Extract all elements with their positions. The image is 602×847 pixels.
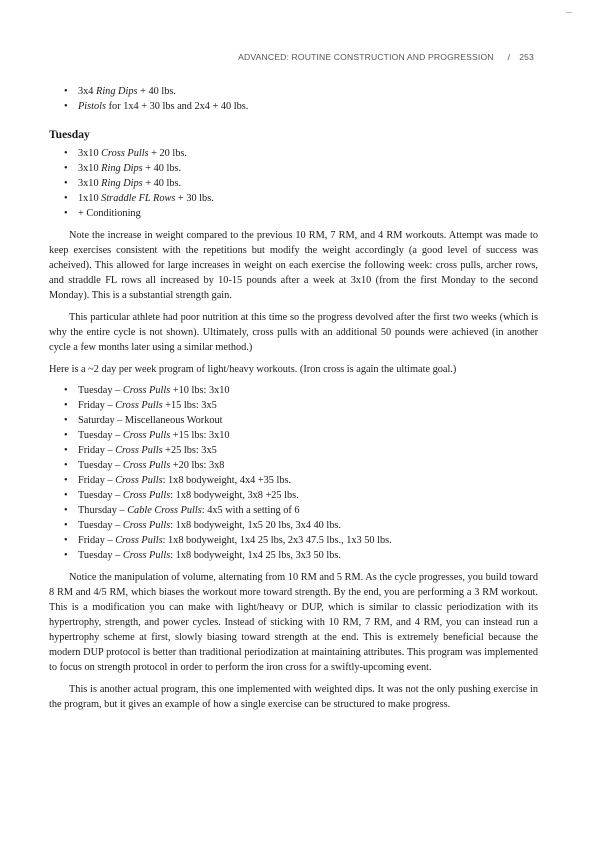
paragraph-volume-manipulation: Notice the manipulation of volume, alternating from 10 RM and 5 RM. As the cycle progresses, you build toward 8 RM and 4/5 RM, which biases the workout more toward strength. By the end, you are performing a 3 RM workout. This is a modification you can make with light/heavy or DUP, which is similar to classic periodization with its hypertrophy, strength, and power cycles. Instead of sticking with 10 RM, 7 RM, and 4 RM, you can instead run a hypertrophy scheme at first, slowly biasing toward strength at the end. This is extremely beneficial because the modern DUP protocol is better than traditional periodization at maintaining attributes. This program was implemented to focus on strength protocol in order to perform the iron cross for a swiftly-upcoming event. <box>49 572 538 673</box>
exercise-name: Cross Pulls <box>115 445 163 456</box>
list-item-text: for 1x4 + 30 lbs and 2x4 + 40 lbs. <box>106 101 249 112</box>
list-item-text: Saturday – Miscellaneous Workout <box>78 415 223 426</box>
exercise-name: Cross Pulls <box>115 535 163 546</box>
exercise-name: Straddle FL Rows <box>101 193 176 204</box>
list-item-text: + 30 lbs. <box>175 193 214 204</box>
list-item <box>49 206 538 221</box>
exercise-name: Ring Dips <box>101 178 143 189</box>
exercise-name: Cross Pulls <box>122 430 171 441</box>
corner-mark <box>566 12 572 13</box>
list-item-text: 3x10 <box>78 163 102 174</box>
list-item <box>49 176 538 191</box>
list-item-text: Friday – <box>78 445 116 456</box>
list-item-text: 3x4 <box>78 86 97 97</box>
exercise-list-tuesday <box>49 146 538 221</box>
list-item <box>49 548 538 563</box>
list-item-text: Friday – <box>78 400 116 411</box>
list-item <box>49 533 538 548</box>
exercise-name: Ring Dips <box>96 86 138 97</box>
list-item <box>49 488 538 503</box>
list-item-text: + 20 lbs. <box>148 148 187 159</box>
exercise-name: Cross Pulls <box>101 148 149 159</box>
list-item-text: : 1x8 bodyweight, 1x4 25 lbs, 3x3 50 lbs. <box>170 550 341 561</box>
list-item <box>49 191 538 206</box>
list-item-text: : 4x5 with a setting of 6 <box>201 505 300 516</box>
page-number: 253 <box>519 52 534 62</box>
exercise-name: Cable Cross Pulls <box>127 505 202 516</box>
list-item-text: Tuesday – <box>78 490 123 501</box>
list-item-text: Tuesday – <box>78 550 123 561</box>
list-item <box>49 443 538 458</box>
list-item <box>49 428 538 443</box>
list-item <box>49 398 538 413</box>
list-item-text: + 40 lbs. <box>142 163 182 174</box>
list-item-text: Tuesday – <box>78 430 123 441</box>
list-item <box>49 473 538 488</box>
list-item-text: Tuesday – <box>78 520 123 531</box>
exercise-name: Cross Pulls <box>122 460 171 471</box>
list-item <box>49 413 538 428</box>
list-item-text: 1x10 <box>78 193 102 204</box>
list-item-text: + Conditioning <box>78 208 141 219</box>
exercise-name: Ring Dips <box>101 163 143 174</box>
exercise-name: Cross Pulls <box>122 490 171 501</box>
paragraph-weight-increase: Note the increase in weight compared to the previous 10 RM, 7 RM, and 4 RM workouts. Attempt was made to keep exercises consistent with the repetitions but modify the weight accordingly (a good level of success was acheived). This allowed for large increases in weight on each exercise the following week: cross pulls, archer rows, and straddle FL rows all increased by 10-15 pounds after a week at 3x10 (from the first Monday to the second Monday). This is a substantial strength gain. <box>49 230 538 301</box>
paragraph-program-intro: Here is a ~2 day per week program of light/heavy workouts. (Iron cross is again the ultimate goal.) <box>49 364 457 375</box>
list-item-text: Tuesday – <box>78 385 123 396</box>
exercise-name: Cross Pulls <box>122 550 171 561</box>
page-body <box>49 84 538 712</box>
list-item-text: +20 lbs: 3x8 <box>170 460 225 471</box>
running-header-separator: / <box>507 52 511 62</box>
day-heading-tuesday: Tuesday <box>49 128 90 141</box>
program-schedule-list <box>49 383 538 563</box>
list-item-text: +25 lbs: 3x5 <box>162 445 217 456</box>
running-header-section: ADVANCED: ROUTINE CONSTRUCTION AND PROGRESSION <box>238 52 494 62</box>
paragraph-nutrition: This particular athlete had poor nutrition at this time so the progress devolved after the first two weeks (which is why the entire cycle is not shown). Ultimately, cross pulls with an additional 50 pounds were achieved (in another cycle a few months later using a similar method.) <box>49 312 538 353</box>
list-item-text: +15 lbs: 3x10 <box>170 430 230 441</box>
list-item-text: Friday – <box>78 535 116 546</box>
list-item <box>49 383 538 398</box>
list-item-text: : 1x8 bodyweight, 1x5 20 lbs, 3x4 40 lbs. <box>170 520 341 531</box>
list-item <box>49 161 538 176</box>
exercise-list-top <box>49 84 538 114</box>
list-item <box>49 146 538 161</box>
list-item <box>49 84 538 99</box>
list-item-text: : 1x8 bodyweight, 3x8 +25 lbs. <box>170 490 299 501</box>
list-item-text: Thursday – <box>78 505 128 516</box>
list-item-text: +10 lbs: 3x10 <box>170 385 230 396</box>
list-item-text: + 40 lbs. <box>137 86 176 97</box>
list-item-text: +15 lbs: 3x5 <box>162 400 217 411</box>
list-item-text: Friday – <box>78 475 116 486</box>
list-item <box>49 458 538 473</box>
list-item-text: : 1x8 bodyweight, 4x4 +35 lbs. <box>162 475 292 486</box>
list-item-text: Tuesday – <box>78 460 123 471</box>
list-item-text: : 1x8 bodyweight, 1x4 25 lbs, 2x3 47.5 lbs., 1x3 50 lbs. <box>162 535 392 546</box>
running-header <box>238 52 534 62</box>
exercise-name: Cross Pulls <box>122 520 171 531</box>
list-item <box>49 99 538 114</box>
list-item-text: 3x10 <box>78 178 102 189</box>
exercise-name: Cross Pulls <box>115 400 163 411</box>
list-item-text: + 40 lbs. <box>142 178 182 189</box>
paragraph-weighted-dips: This is another actual program, this one implemented with weighted dips. It was not the only pushing exercise in the program, but it gives an example of how a single exercise can be structured to make progress. <box>49 684 538 710</box>
list-item <box>49 518 538 533</box>
exercise-name: Pistols <box>78 101 107 112</box>
list-item <box>49 503 538 518</box>
exercise-name: Cross Pulls <box>122 385 171 396</box>
list-item-text: 3x10 <box>78 148 102 159</box>
exercise-name: Cross Pulls <box>115 475 163 486</box>
